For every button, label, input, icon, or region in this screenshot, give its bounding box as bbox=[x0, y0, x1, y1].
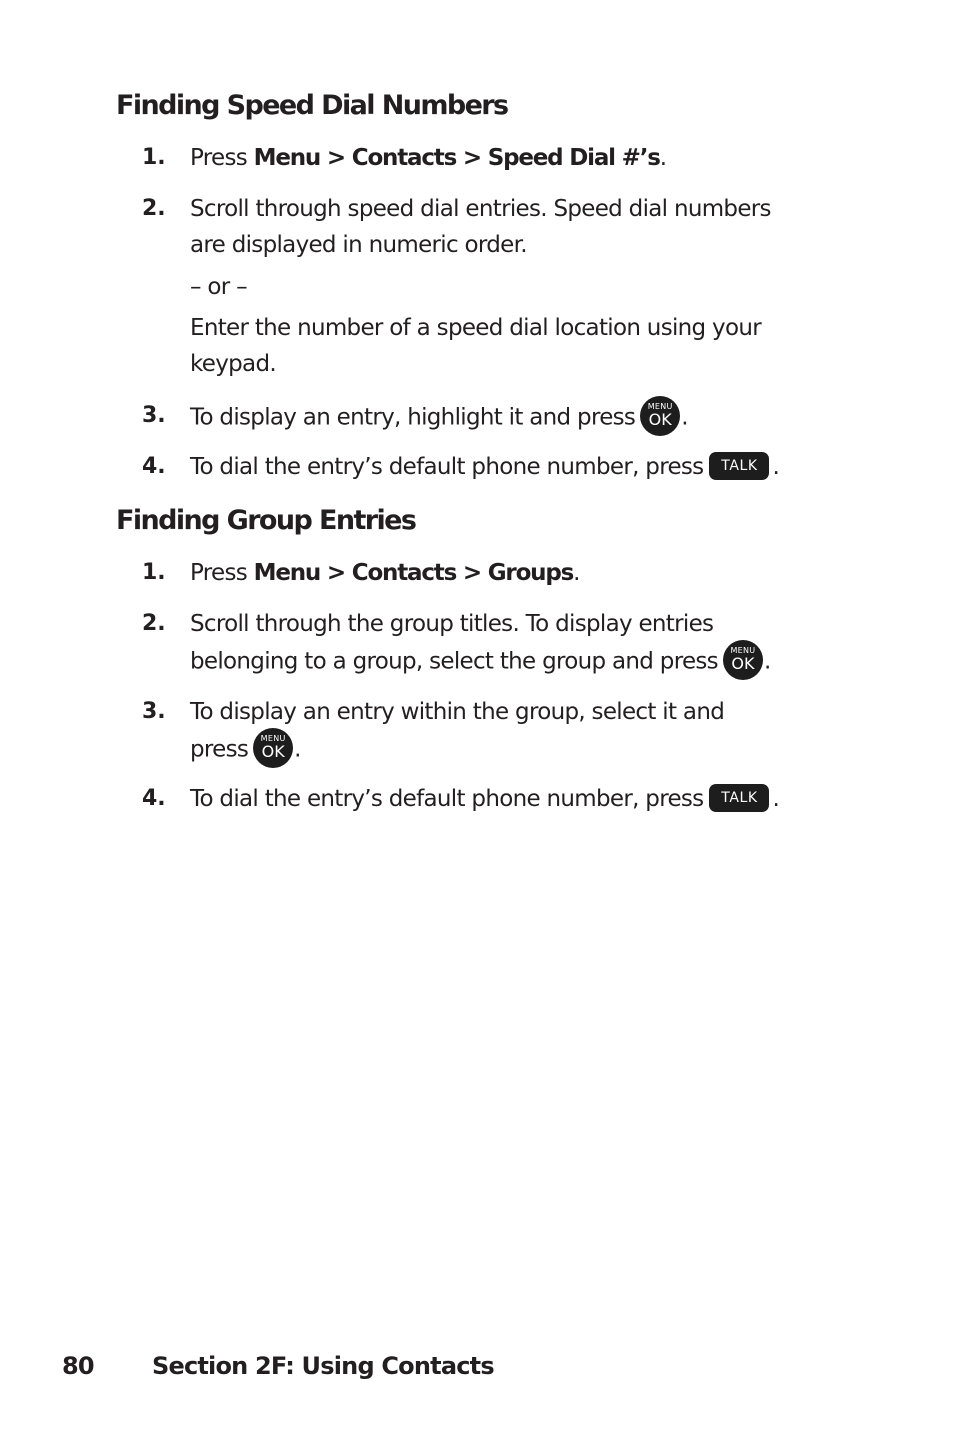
step-suffix: . bbox=[681, 404, 688, 431]
or-separator: – or – bbox=[190, 274, 247, 300]
step-line: keypad. bbox=[190, 351, 276, 377]
step-text bbox=[190, 606, 850, 682]
step-line: To display an entry, highlight it and press bbox=[190, 404, 636, 431]
section-heading-speed-dial: Finding Speed Dial Numbers bbox=[116, 90, 508, 121]
step-number: 3. bbox=[142, 699, 166, 724]
menu-ok-key-icon: MENU OK bbox=[640, 396, 680, 436]
step-number: 1. bbox=[142, 145, 166, 170]
step-line: To dial the entry’s default phone number, press bbox=[190, 454, 704, 480]
menu-path: Menu > Contacts > Groups bbox=[253, 560, 574, 586]
step-number: 2. bbox=[142, 196, 166, 221]
step-line: To display an entry within the group, select it and bbox=[190, 699, 725, 725]
menu-path: Menu > Contacts > Speed Dial #’s bbox=[253, 145, 660, 171]
step-text bbox=[190, 191, 850, 382]
step-line: press bbox=[190, 736, 249, 763]
step-suffix: . bbox=[294, 736, 301, 763]
step-text bbox=[190, 555, 850, 591]
menu-ok-key-icon: MENU OK bbox=[253, 728, 293, 768]
step-text bbox=[190, 398, 850, 438]
step-prefix: Press bbox=[190, 560, 254, 586]
step-number: 2. bbox=[142, 611, 166, 636]
step-text bbox=[190, 694, 850, 770]
step-line: Scroll through the group titles. To display entries bbox=[190, 611, 714, 637]
step-line: are displayed in numeric order. bbox=[190, 232, 527, 258]
step-text bbox=[190, 781, 850, 817]
step-suffix: . bbox=[772, 454, 780, 480]
step-number: 1. bbox=[142, 560, 166, 585]
step-suffix: . bbox=[763, 648, 771, 675]
section-footer: Section 2F: Using Contacts bbox=[152, 1352, 494, 1380]
step-text bbox=[190, 140, 850, 176]
step-line: To dial the entry’s default phone number, press bbox=[190, 786, 704, 812]
step-line: belonging to a group, select the group and press bbox=[190, 648, 718, 675]
page-number: 80 bbox=[62, 1352, 94, 1380]
step-suffix: . bbox=[573, 560, 580, 586]
step-text bbox=[190, 449, 850, 485]
step-suffix: . bbox=[772, 786, 780, 812]
step-prefix: Press bbox=[190, 145, 254, 171]
step-number: 3. bbox=[142, 403, 166, 428]
talk-key-icon: TALK bbox=[709, 452, 769, 480]
step-line: Enter the number of a speed dial location using your bbox=[190, 315, 761, 341]
talk-key-icon: TALK bbox=[709, 784, 769, 812]
section-heading-group-entries: Finding Group Entries bbox=[116, 505, 416, 536]
step-line: Scroll through speed dial entries. Speed dial numbers bbox=[190, 196, 771, 222]
step-number: 4. bbox=[142, 454, 166, 479]
step-suffix: . bbox=[659, 145, 667, 171]
step-number: 4. bbox=[142, 786, 166, 811]
menu-ok-key-icon: MENU OK bbox=[723, 640, 763, 680]
